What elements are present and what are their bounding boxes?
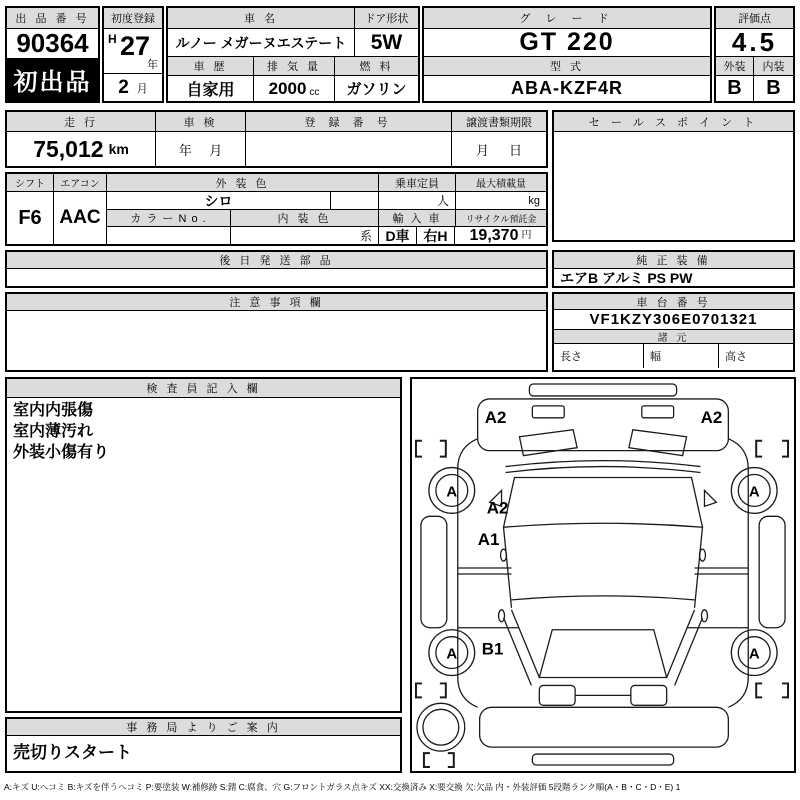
color-no-label: カ ラ ー N o . [107,210,231,226]
grade: GT 220 [424,28,710,56]
recycle-deposit [455,227,546,244]
later-parts-block [5,250,548,288]
interior-grade: B [766,77,781,99]
door-shape: 5W [370,30,403,54]
width-label: 幅 [644,344,719,368]
model-code: ABA-KZF4R [424,75,710,101]
sales-point-block [552,110,795,242]
displacement-label: 排 気 量 [254,57,335,75]
rear-bumper-strip [532,754,673,765]
aircon-label: エアコン [54,174,106,191]
damage-mark-a2-front-left: A2 [484,407,507,427]
inspector-block [5,377,402,713]
auction-number-block [5,6,100,103]
mileage-unit: km [108,141,129,157]
inspection-month-unit: 月 [209,143,223,158]
rear-window [539,630,666,678]
height-label: 高さ [725,351,747,363]
door-handle [501,549,507,561]
score-label: 評価点 [716,8,793,28]
notice-content [7,310,546,371]
body-side-right [728,439,748,708]
mirror-right [704,490,716,506]
inspector-note: 外装小傷有り [13,443,110,461]
front-bumper [478,399,729,451]
grade-label: グ レ ー ド [424,8,710,28]
wheel-mark: A [446,483,458,501]
later-parts-label: 後 日 発 送 部 品 [7,252,546,268]
fuel: ガソリン [346,81,407,98]
score: 4.5 [716,28,793,56]
mileage-label: 走 行 [7,112,155,131]
rear-bumper [480,707,729,747]
inspector-note: 室内薄汚れ [13,422,94,440]
damage-legend: A:キズ U:ヘコミ B:キズを伴うヘコミ P:要塗装 W:補修跡 S:錆 C:腐食、穴 G:フロントガラス点キズ XX:交換済み X:要交換 欠:欠品 内・外装評価 5段階ランク順(A・B・C・D・E) 1 [4,782,681,792]
exterior-color: シロ [107,192,331,209]
office-block [5,717,402,773]
interior-color-label: 内 装 色 [231,210,378,226]
sales-point-label: セ ー ル ス ポ イ ン ト [554,112,793,131]
transfer-docs-label: 譲渡書類期限 [452,112,546,131]
damage-mark-b1-rear: B1 [481,639,504,659]
aircon: AAC [54,191,106,244]
recycle-label: リサイクル預託金 [456,210,546,226]
first-registration-month: 2 [118,76,129,98]
registration-number-label: 登 録 番 号 [246,112,451,131]
handle-position: 右H [417,227,455,244]
door-shape-label: ドア形状 [355,8,418,28]
office-message: 売切りスタート [7,735,400,773]
car-top-view [412,379,794,771]
inspection-date [156,131,245,167]
damage-mark-a2-fender: A2 [486,498,509,518]
max-load-label: 最大積載量 [456,174,546,191]
mileage-value: 75,012 [33,135,104,162]
history-label: 車 歴 [168,57,254,75]
windshield [504,478,703,528]
inspection-label: 車 検 [156,112,245,131]
dimensions-label: 諸 元 [554,329,793,343]
notice-label: 注 意 事 項 欄 [7,294,546,310]
inspection-year-unit: 年 [178,143,192,158]
body-side-left [458,439,478,708]
wheel-mark: A [446,645,458,663]
mileage-band [5,110,548,168]
rocker-strip-right [759,516,785,627]
first-listing-badge: 初出品 [7,58,98,101]
length-label: 長さ [554,344,644,368]
auction-number-label: 出 品 番 号 [7,8,98,28]
exterior-color-label: 外 装 色 [107,174,378,191]
first-registration-year: 27 [120,31,151,61]
pillar-brackets [416,441,788,767]
wheel-mark: A [748,483,760,501]
inspector-notes [7,397,400,713]
later-parts-content [7,268,546,287]
car-name-label: 車 名 [168,8,355,28]
damage-mark-a1-door: A1 [477,530,500,550]
capacity-unit: 人 [379,192,456,209]
history: 自家用 [168,76,254,101]
front-bumper-strip [529,384,676,396]
displacement [254,76,335,101]
inspector-note: 室内内張傷 [13,402,94,419]
door-handle [699,549,705,561]
shift: F6 [7,191,53,244]
door-handle [499,610,505,622]
import-label: 輸 入 車 [379,210,456,226]
registration-number [246,131,451,166]
grade-block [422,6,712,103]
auction-number: 90364 [7,28,98,58]
notice-block [5,292,548,372]
chassis-number: VF1KZY306E0701321 [554,309,793,329]
max-load-unit: kg [528,194,540,207]
exterior-color-extra [331,192,378,209]
capacity-label: 乗車定員 [379,174,456,191]
interior-label: 内装 [754,57,793,75]
first-registration-block [102,6,164,103]
office-label: 事 務 局 よ り ご 案 内 [7,719,400,735]
first-registration-month-cell [104,73,162,101]
exterior-grade: B [716,76,754,101]
score-block [714,6,795,103]
chassis-block [552,292,795,372]
color-no [107,227,231,244]
transfer-day-unit: 日 [508,143,522,158]
transfer-month-unit: 月 [475,143,489,158]
headlight-left [519,430,577,456]
rocker-strip-left [421,516,447,627]
interior-color-suffix: 系 [359,229,372,243]
transfer-docs-date [452,131,546,167]
equipment-block [552,250,795,288]
displacement-value: 2000 [268,78,307,98]
door-handle [701,610,707,622]
displacement-unit: cc [309,87,320,98]
mileage [7,131,155,166]
import-type: D車 [379,227,417,244]
inspector-label: 検 査 員 記 入 欄 [7,379,400,397]
year-unit: 年 [147,59,158,71]
fuel-label: 燃 料 [335,57,418,75]
first-registration-label: 初度登録 [104,8,162,28]
damage-mark-a2-front-right: A2 [700,407,723,427]
damage-diagram [410,377,796,773]
equipment-list: エアB アルミ PS PW [554,268,793,286]
car-name-block [166,6,420,103]
headlight-right [629,430,687,456]
month-unit: 月 [136,82,148,95]
recycle-unit: 円 [521,230,532,241]
era-mark: H [108,32,117,46]
spare-tire [417,703,465,751]
chassis-label: 車 台 番 号 [554,294,793,309]
exterior-label: 外装 [716,57,754,75]
spec-band [5,172,548,246]
recycle-value: 19,370 [469,226,519,244]
car-name: ルノー メガーヌエステート [168,29,355,56]
equipment-label: 純 正 装 備 [554,252,793,268]
first-registration-year-cell [104,28,162,73]
shift-label: シフト [7,174,53,191]
model-label: 型 式 [424,56,710,75]
wheel-mark: A [748,645,760,663]
sales-point-content [554,131,793,241]
